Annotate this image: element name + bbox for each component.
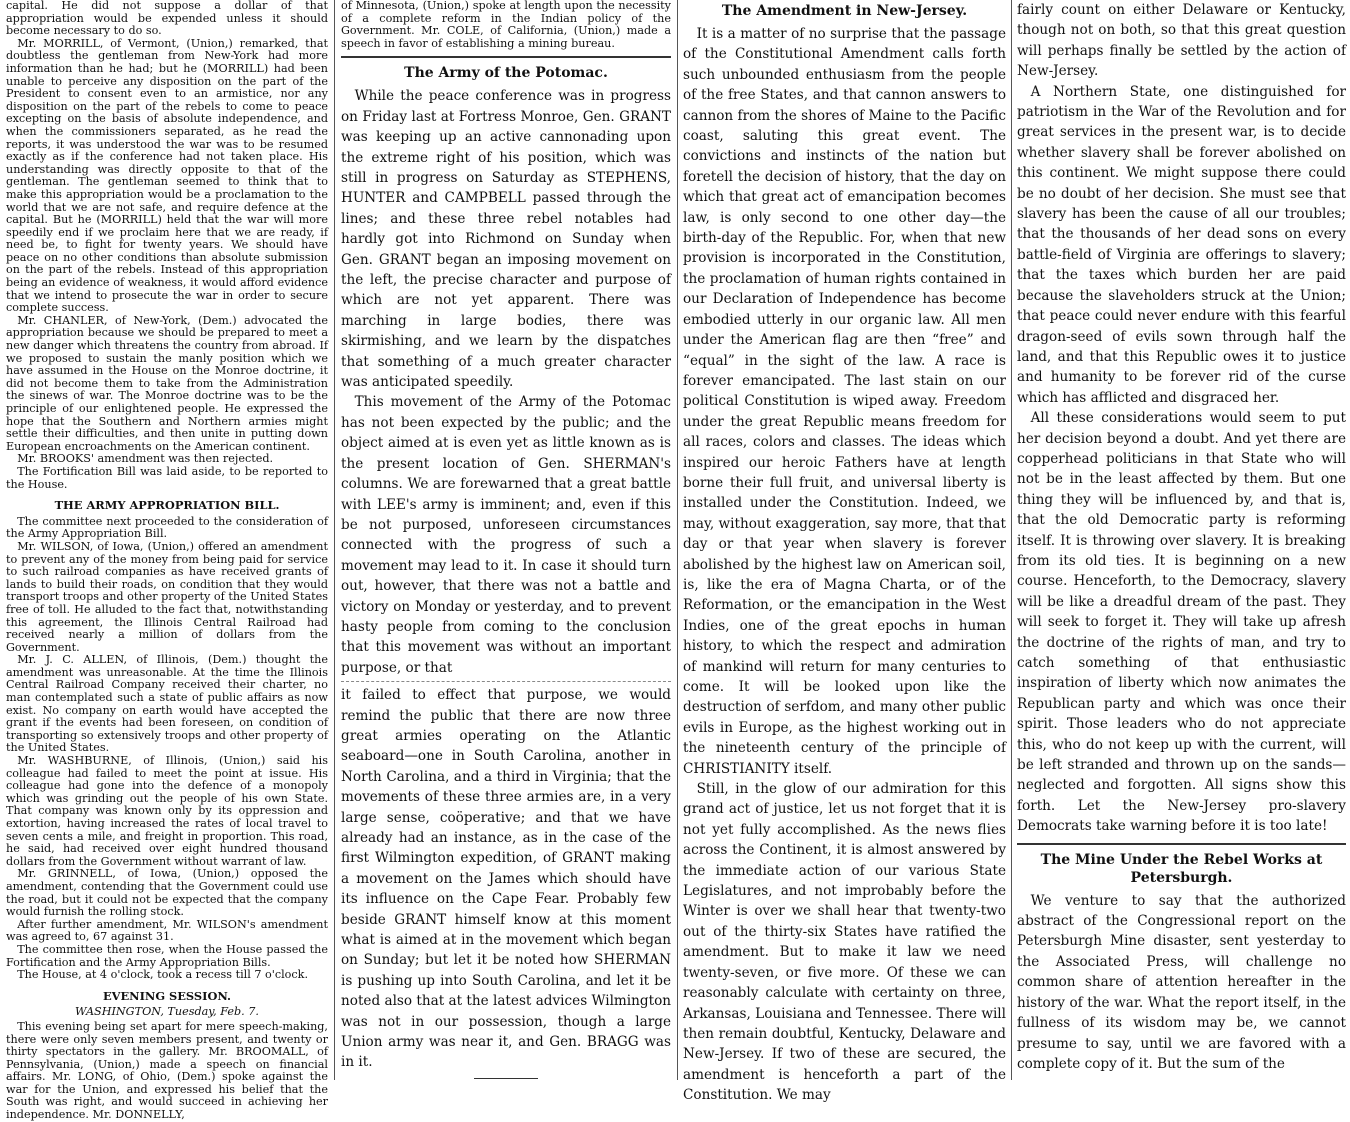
paragraph: The committee next proceeded to the consideration of the Army Appropriation Bill. — [6, 514, 328, 541]
paragraph: We venture to say that the authorized abstract of the Congressional report on the Petersburgh Mine disaster, sent yesterday to the Associated Press, will challenge no common share of attention hereafter in the history of the war. What the report itself, in the fullness of its wisdom may be, we cannot presume to say, until we are favored with a complete copy of it. But the sum of the — [1017, 892, 1346, 1072]
paragraph: fairly count on either Delaware or Kentucky, though not on both, so that this great question will perhaps finally be settled by the action of New-Jersey. — [1017, 2, 1346, 80]
paragraph: Mr. GRINNELL, of Iowa, (Union,) opposed the amendment, contending that the Government could use the road, but it could not be expected that the company would furnish the rolling stock. — [6, 867, 328, 919]
paragraph: Mr. WILSON, of Iowa, (Union,) offered an amendment to prevent any of the money from being paid for service to such railroad companies as have received grants of lands to build their roads, on condition that they would transport troops and other property of the United States free of toll. He alluded to the fact that, notwithstanding this agreement, the Illinois Central Railroad had received nearly a million of dollars from the Government. — [6, 539, 328, 654]
paragraph: A Northern State, one distinguished for patriotism in the War of the Revolution and for great services in the present war, is to decide whether slavery shall be forever abolished on this continent. We might suppose there could be no doubt of her decision. She must see that slavery has been the cause of all our troubles; that the thousands of her dead sons on every battle-field of Virginia are offerings to slavery; that the taxes which burden her are paid because the slaveholders struck at the Union; that peace could never endure with this fearful dragon-seed of evils sown through half the land, and that this Republic owes it to justice and humanity to be forever rid of the curse which has afflicted and disgraced her. — [1017, 83, 1346, 406]
fold-line — [341, 681, 671, 682]
paragraph: It is a matter of no surprise that the passage of the Constitutional Amendment calls forth such unbounded enthusiasm from the people of the free States, and that cannon answers to cannon from the shores of Maine to the Pacific coast, saluting this great event. The convictions and instincts of the nation but foretell the decision of history, that the day on which that great act of emancipation becomes law, is only second to one other day—the birth-day of the Republic. For, when that new provision is incorporated in the Constitution, the proclamation of human rights contained in our Declaration of Independence has become embodied utterly in our organic law. All men under the American flag are then “free” and “equal” in the sight of the law. A race is forever emancipated. The last stain on our political Constitution is wiped away. Freedom under the great Republic means freedom for all races, colors and classes. The ideas which inspired our heroic Fathers have at length borne their full fruit, and universal liberty is installed under the Constitution. Indeed, we may, without exaggeration, say more, that that day or that year when slavery is forever abolished by the highest law on American soil, is, like the era of Magna Charta, or of the Reformation, or the emancipation in the West Indies, one of the great epochs in human history, to which the respect and admiration of mankind will return for many centuries to come. It will be looked upon like the destruction of serfdom, and many other public evils in Europe, as the highest working out in the nineteenth century of the principle of CHRISTIANITY itself. — [683, 26, 1006, 777]
column-3 — [683, 0, 1006, 1104]
column-4 — [1017, 0, 1346, 1080]
army-bill-heading: THE ARMY APPROPRIATION BILL. — [54, 498, 280, 513]
paragraph: Mr. J. C. ALLEN, of Illinois, (Dem.) thought the amendment was unreasonable. At the time the Illinois Central Railroad Company received their charter, no man contemplated such a state of public affairs as now exist. No company on earth would have accepted the grant if the events had been foreseen, on condition of transporting so extensively troops and other property of the United States. — [6, 653, 328, 755]
column-rule — [677, 0, 678, 1080]
article-heading: The Amendment in New-Jersey. — [721, 3, 968, 19]
paragraph: The committee then rose, when the House passed the Fortification and the Army Appropriation Bills. — [6, 942, 328, 969]
column-2 — [341, 0, 671, 1080]
column-rule — [334, 0, 335, 1080]
paragraph: All these considerations would seem to put her decision beyond a doubt. And yet there are copperhead politicians in that State who will not be in the least affected by them. But one thing they will be influenced by, and that is, that the old Democratic party is reforming itself. It is throwing over slavery. It is breaking from its old ties. It is beginning on a new course. Henceforth, to the Democracy, slavery will be like a dreadful dream of the past. They will seek to forget it. They will take up afresh the doctrine of the rights of man, and try to catch something of that enthusiastic inspiration of liberty which now animates the Republican party and which was once their spirit. Those leaders who do not appreciate this, who do not keep up with the current, will be left stranded and thrown up on the sands—neglected and forgotten. All signs show this forth. Let the New-Jersey pro-slavery Democrats take warning before it is too late! — [1017, 410, 1346, 835]
paragraph: capital. He did not suppose a dollar of that appropriation would be expended unless it should become necessary to do so. — [6, 0, 328, 38]
paragraph: The Fortification Bill was laid aside, to be reported to the House. — [6, 464, 328, 491]
separator — [1017, 843, 1346, 845]
paragraph: Still, in the glow of our admiration for this grand act of justice, let us not forget that it is not yet fully accomplished. As the news flies across the Continent, it is almost answered by the immediate action of our various State Legislatures, and not improbably before the Winter is over we shall hear that twenty-two out of the thirty-six States have ratified the amendment. But to make it law we need twenty-seven, or five more. Of these we can reasonably calculate with certainty on three, Arkansas, Louisiana and Tennessee. There will then remain doubtful, Kentucky, Delaware and New-Jersey. If two of these are secured, the amendment is henceforth a part of the Constitution. We may — [683, 781, 1006, 1104]
separator — [341, 56, 671, 58]
paragraph: After further amendment, Mr. WILSON's amendment was agreed to, 67 against 31. — [6, 917, 328, 944]
column-rule — [1011, 0, 1012, 1080]
dateline: WASHINGTON, Tuesday, Feb. 7. — [75, 1005, 259, 1019]
article-heading: The Mine Under the Rebel Works at Petersburgh. — [1040, 851, 1323, 886]
article-heading: The Army of the Potomac. — [404, 65, 608, 82]
paragraph: Mr. WASHBURNE, of Illinois, (Union,) said his colleague had failed to meet the point at issue. His colleague had gone into the defence of a monopoly which was grinding out the people of his own State. That company was known only by its oppression and extortion, having increased the rates of local travel to seven cents a mile, and freight in proportion. This road, he said, had received over eight hundred thousand dollars from the Government without warrant of law. — [6, 754, 328, 868]
paragraph: of Minnesota, (Union,) spoke at length upon the necessity of a complete reform in the Indian policy of the Government. Mr. COLE, of California, (Union,) made a speech in favor of establishing a mining bureau. — [341, 0, 671, 50]
paragraph: Mr. MORRILL, of Vermont, (Union,) remarked, that doubtless the gentleman from New-York had more information than he had; but he (MORRILL) had been unable to perceive any disposition on the part of the President to consent even to an armistice, nor any disposition on the part of the rebels to come to peace excepting on the basis of absolute independence, and when the commissioners separated, as he read the reports, it was understood the war was to be resumed exactly as if the conference had not taken place. His understanding was directly opposite to that of the gentleman. The gentleman seemed to think that to make this appropriation would be a proclamation to the world that we are not safe, and require defence at the capital. But he (MORRILL) held that the war will more speedily end if we proclaim here that we are ready, if need be, to fight for twenty years. We should have peace on no other conditions than absolute submission on the part of the rebels. Instead of this appropriation being an evidence of weakness, it would afford evidence that we intend to prosecute the war in order to secure complete success. — [6, 36, 328, 315]
paragraph: This evening being set apart for mere speech-making, there were only seven members present, and twenty or thirty spectators in the gallery. Mr. BROOMALL, of Pennsylvania, (Union,) made a speech on financial affairs. Mr. LONG, of Ohio, (Dem.) spoke against the war for the Union, and expressed his belief that the South was right, and would succeed in achieving her independence. Mr. DONNELLY, — [6, 1019, 328, 1122]
evening-session-heading: EVENING SESSION. — [102, 988, 232, 1003]
column-1 — [6, 0, 328, 1122]
paragraph: it failed to effect that purpose, we would remind the public that there are now three great armies operating on the Atlantic seaboard—one in South Carolina, another in North Carolina, and a third in Virginia; that the movements of these three armies are, in a very large sense, coöperative; and that we have already had an instance, as in the case of the first Wilmington expedition, of GRANT making a movement on the James which should have its influence on the Cape Fear. Probably few beside GRANT himself know at this moment what is aimed at in the movement which began on Sunday; but let it be noted how SHERMAN is pushing up into South Carolina, and let it be noted also that at the latest advices Wilmington was not in our possession, though a large Union army was near it, and Gen. BRAGG was in it. — [341, 687, 672, 1071]
paragraph: While the peace conference was in progress on Friday last at Fortress Monroe, Gen. GRANT was keeping up an active cannonading upon the extreme right of his position, which was still in progress on Saturday as STEPHENS, HUNTER and CAMPBELL passed through the lines; and these three rebel notables had hardly got into Richmond on Sunday when Gen. GRANT began an imposing movement on the left, the precise character and purpose of which are not yet apparent. There was marching in large bodies, there was skirmishing, and we learn by the dispatches that something of a much greater character was anticipated speedily. — [341, 88, 671, 391]
paragraph: The House, at 4 o'clock, took a recess till 7 o'clock. — [17, 968, 309, 982]
paragraph: Mr. BROOKS' amendment was then rejected. — [17, 452, 274, 466]
paragraph: This movement of the Army of the Potomac has not been expected by the public; and the object aimed at is even yet as little known as is the present location of Gen. SHERMAN's columns. We are forewarned that a great battle with LEE's army is imminent; and, even if this be not purposed, unforeseen circumstances connected with the progress of such a movement may lead to it. In case it should turn out, however, that there was not a battle and victory on Monday or yesterday, and to prevent hasty people from coming to the conclusion that this movement was without an important purpose, or that — [341, 394, 671, 676]
paragraph: Mr. CHANLER, of New-York, (Dem.) advocated the appropriation because we should be prepared to meet a new danger which threatens the country from abroad. If we proposed to sustain the manly position which we have assumed in the House on the Monroe doctrine, it did not become them to take from the Administration the sinews of war. The Monroe doctrine was to be the principle of our enlightened people. He expressed the hope that the Southern and Northern armies might settle their difficulties, and then unite in putting down European encroachments on the American continent. — [6, 313, 328, 453]
separator — [474, 1078, 538, 1079]
